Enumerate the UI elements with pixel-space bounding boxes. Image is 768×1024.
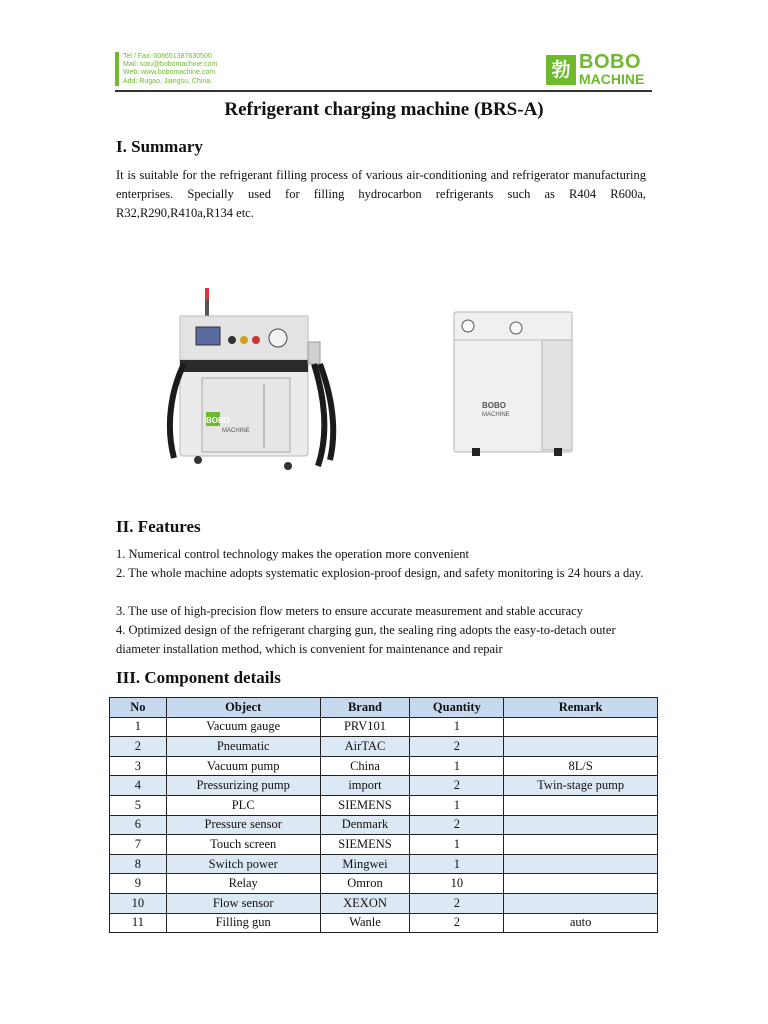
contact-info: [123, 53, 217, 86]
logo-mark: 勃: [546, 55, 576, 85]
cell-brand: SIEMENS: [320, 795, 410, 815]
table-row: [110, 737, 658, 757]
cell-brand: Denmark: [320, 815, 410, 835]
cell-no: 8: [110, 854, 167, 874]
cell-remark: [504, 795, 658, 815]
cell-brand: Omron: [320, 874, 410, 894]
machine-b-brand-1: BOBO: [482, 401, 506, 410]
cell-no: 4: [110, 776, 167, 796]
header-accent-bar: [115, 52, 119, 86]
cell-object: Switch power: [166, 854, 320, 874]
cell-remark: [504, 835, 658, 855]
cell-brand: import: [320, 776, 410, 796]
page-header: [115, 50, 652, 92]
cell-object: Vacuum gauge: [166, 717, 320, 737]
cell-quantity: 1: [410, 756, 504, 776]
cell-quantity: 2: [410, 913, 504, 933]
contact-web: Web: www.bobomachine.com: [123, 69, 216, 77]
feature-item-1: 1. Numerical control technology makes the operation more convenient: [116, 547, 470, 561]
cell-remark: [504, 815, 658, 835]
cell-brand: PRV101: [320, 717, 410, 737]
table-row: [110, 717, 658, 737]
column-header-no: No: [110, 698, 167, 718]
contact-address: Add: Rugao, Jiangsu, China.: [123, 77, 213, 85]
table-header-row: [110, 698, 658, 718]
table-row: [110, 776, 658, 796]
contact-mail: Mail: sotu@bobomachine.com: [123, 61, 218, 69]
cell-remark: [504, 737, 658, 757]
cell-object: Relay: [166, 874, 320, 894]
cell-no: 9: [110, 874, 167, 894]
table-row: [110, 854, 658, 874]
table-row: [110, 893, 658, 913]
product-photos: [118, 252, 648, 502]
cell-quantity: 1: [410, 717, 504, 737]
cell-object: Flow sensor: [166, 893, 320, 913]
cell-no: 3: [110, 756, 167, 776]
document-title: Refrigerant charging machine (BRS-A): [224, 99, 544, 120]
machine-a-brand-2: MACHINE: [222, 428, 250, 434]
cell-brand: XEXON: [320, 893, 410, 913]
table-row: [110, 756, 658, 776]
table-row: [110, 874, 658, 894]
cell-remark: [504, 717, 658, 737]
cell-no: 5: [110, 795, 167, 815]
cell-quantity: 1: [410, 854, 504, 874]
table-row: [110, 835, 658, 855]
cell-brand: Wanle: [320, 913, 410, 933]
cell-remark: [504, 854, 658, 874]
cell-no: 1: [110, 717, 167, 737]
cell-no: 7: [110, 835, 167, 855]
company-logo: [546, 53, 650, 87]
product-photos-svg: [118, 252, 648, 502]
feature-item-2: 2. The whole machine adopts systematic explosion-proof design, and safety monitoring is 24 hours a day.: [116, 566, 644, 580]
logo-text-machine: MACHINE: [579, 71, 645, 87]
cell-brand: AirTAC: [320, 737, 410, 757]
logo-text-bobo: BOBO: [579, 51, 641, 73]
cell-object: Touch screen: [166, 835, 320, 855]
cell-quantity: 2: [410, 776, 504, 796]
cell-object: Pressurizing pump: [166, 776, 320, 796]
summary-heading: I. Summary: [116, 137, 203, 156]
column-header-object: Object: [166, 698, 320, 718]
cell-brand: Mingwei: [320, 854, 410, 874]
cell-object: Filling gun: [166, 913, 320, 933]
cell-quantity: 1: [410, 795, 504, 815]
cell-no: 11: [110, 913, 167, 933]
cell-object: Pneumatic: [166, 737, 320, 757]
feature-item-4: 4. Optimized design of the refrigerant charging gun, the sealing ring adopts the easy-to-detach outer diameter installation method, which is convenient for maintenance and repair: [116, 623, 616, 656]
cell-remark: [504, 874, 658, 894]
column-header-brand: Brand: [320, 698, 410, 718]
cell-object: PLC: [166, 795, 320, 815]
machine-b-brand-2: MACHINE: [482, 412, 510, 418]
cell-no: 2: [110, 737, 167, 757]
cell-no: 6: [110, 815, 167, 835]
cell-quantity: 2: [410, 893, 504, 913]
cell-remark: 8L/S: [504, 756, 658, 776]
column-header-quantity: Quantity: [410, 698, 504, 718]
contact-tel: Tel / Fax: 008651387630500: [123, 53, 212, 60]
cell-object: Vacuum pump: [166, 756, 320, 776]
cell-quantity: 10: [410, 874, 504, 894]
table-row: [110, 795, 658, 815]
cell-quantity: 2: [410, 815, 504, 835]
features-heading: II. Features: [116, 517, 201, 536]
feature-item-3: 3. The use of high-precision flow meters to ensure accurate measurement and stable accuracy: [116, 604, 583, 618]
cell-remark: [504, 893, 658, 913]
machine-a-brand-1: BOBO: [206, 416, 230, 425]
column-header-remark: Remark: [504, 698, 658, 718]
cell-object: Pressure sensor: [166, 815, 320, 835]
components-table: [109, 697, 658, 933]
cell-remark: Twin-stage pump: [504, 776, 658, 796]
summary-text: It is suitable for the refrigerant filling process of various air-conditioning and refrigerator manufacturing enterprises. Specially used for filling hydrocarbon refrigerants such as R404 R600a, R32,R290,R410a,R134 etc.: [116, 168, 646, 220]
table-row: [110, 913, 658, 933]
machine-b-image: [454, 312, 572, 456]
cell-quantity: 1: [410, 835, 504, 855]
cell-brand: SIEMENS: [320, 835, 410, 855]
cell-brand: China: [320, 756, 410, 776]
cell-remark: auto: [504, 913, 658, 933]
table-row: [110, 815, 658, 835]
cell-no: 10: [110, 893, 167, 913]
cell-quantity: 2: [410, 737, 504, 757]
components-heading: III. Component details: [116, 668, 281, 687]
